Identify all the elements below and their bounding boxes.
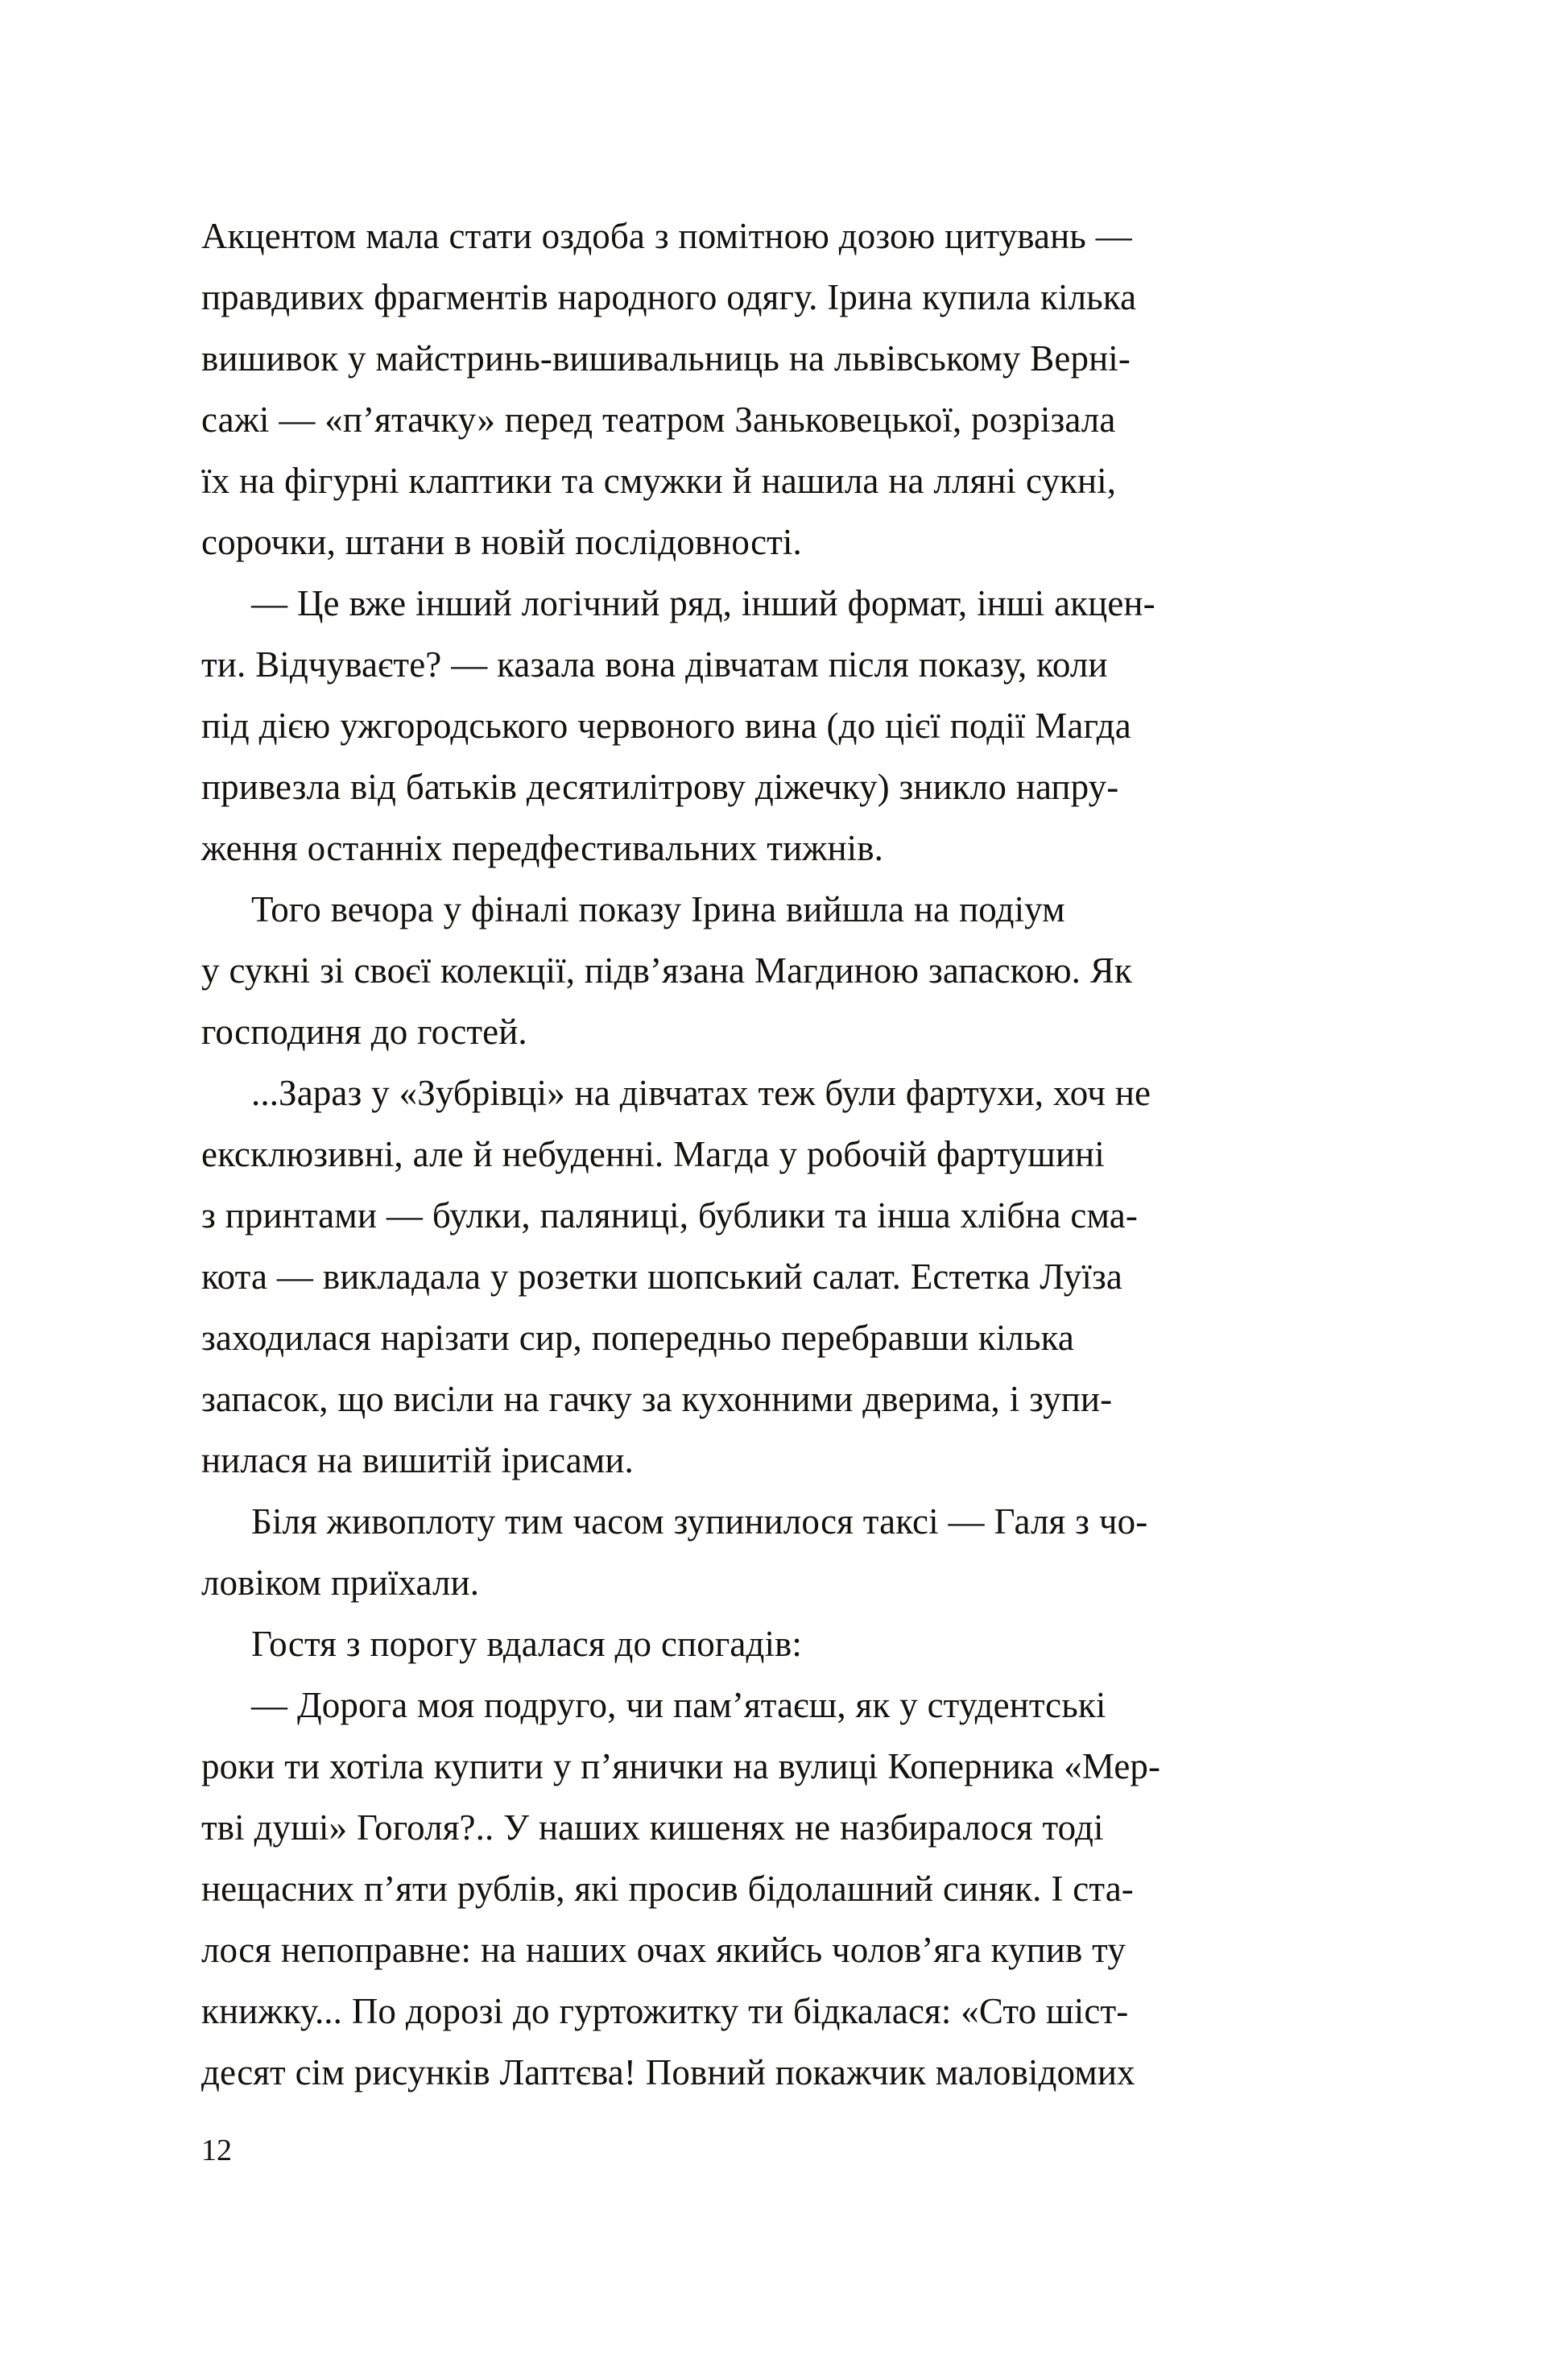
paragraph-1 (201, 205, 1385, 573)
text-line: — Це вже інший логічний ряд, інший формат, інші акцен- (251, 583, 1155, 623)
text-line: привезла від батьків десятилітрову діжечку) зникло напру- (201, 767, 1119, 807)
text-line: вишивок у майстринь-вишивальниць на львівському Верні- (201, 338, 1131, 379)
text-line: Акцентом мала стати оздоба з помітною дозою цитувань — (201, 216, 1132, 256)
text-line: Того вечора у фіналі показу Ірина вийшла на подіум (251, 889, 1065, 929)
page-number: 12 (201, 2134, 232, 2167)
paragraph-4 (201, 1062, 1385, 1491)
text-line: ження останніх передфестивальних тижнів. (201, 828, 883, 868)
text-line: десят сім рисунків Лаптєва! Повний покажчик маловідомих (201, 2052, 1135, 2092)
text-line: книжку... По дорозі до гуртожитку ти бідкалася: «Сто шіст- (201, 1991, 1129, 2031)
text-line: ти. Відчуваєте? — казала вона дівчатам після показу, коли (201, 644, 1108, 685)
text-line: роки ти хотіла купити у п’янички на вулиці Коперника «Мер- (201, 1746, 1161, 1786)
text-line: правдивих фрагментів народного одягу. Ірина купила кілька (201, 277, 1137, 317)
paragraph-6 (201, 1613, 1385, 1674)
paragraph-3 (201, 879, 1385, 1062)
text-line: нилася на вишитій ірисами. (201, 1440, 634, 1480)
text-line: ...Зараз у «Зубрівці» на дівчатах теж були фартухи, хоч не (251, 1073, 1151, 1113)
text-line: з принтами — булки, паляниці, бублики та інша хлібна сма- (201, 1195, 1138, 1236)
text-line: ловіком приїхали. (201, 1563, 480, 1603)
paragraph-2 (201, 573, 1385, 879)
text-line: заходилася нарізати сир, попередньо перебравши кілька (201, 1318, 1074, 1358)
text-line: під дією ужгородського червоного вина (до цієї події Магда (201, 706, 1131, 746)
text-line: кота — викладала у розетки шопський салат. Естетка Луїза (201, 1256, 1122, 1297)
text-line: лося непоправне: на наших очах якийсь чолов’яга купив ту (201, 1930, 1126, 1970)
text-line: — Дорога моя подруго, чи пам’ятаєш, як у студентські (251, 1685, 1106, 1725)
text-line: сажі — «п’ятачку» перед театром Заньковецької, розрізала (201, 399, 1116, 440)
text-line: нещасних п’яти рублів, які просив бідолашний синяк. І ста- (201, 1869, 1134, 1909)
text-line: ексклюзивні, але й небуденні. Магда у робочій фартушині (201, 1134, 1105, 1174)
text-line: їх на фігурні клаптики та смужки й нашила на лляні сукні, (201, 461, 1117, 501)
text-line: запасок, що висіли на гачку за кухонними дверима, і зупи- (201, 1379, 1113, 1419)
text-line: сорочки, штани в новій послідовності. (201, 522, 802, 562)
text-line: Біля живоплоту тим часом зупинилося таксі — Галя з чо- (251, 1501, 1148, 1542)
text-line: господиня до гостей. (201, 1012, 527, 1052)
page-text-block (201, 205, 1385, 2103)
text-line: Гостя з порогу вдалася до спогадів: (251, 1624, 803, 1664)
paragraph-7 (201, 1674, 1385, 2103)
paragraph-5 (201, 1491, 1385, 1613)
text-line: тві душі» Гоголя?.. У наших кишенях не назбиралося тоді (201, 1807, 1104, 1848)
text-line: у сукні зі своєї колекції, підв’язана Магдиною запаскою. Як (201, 950, 1132, 991)
